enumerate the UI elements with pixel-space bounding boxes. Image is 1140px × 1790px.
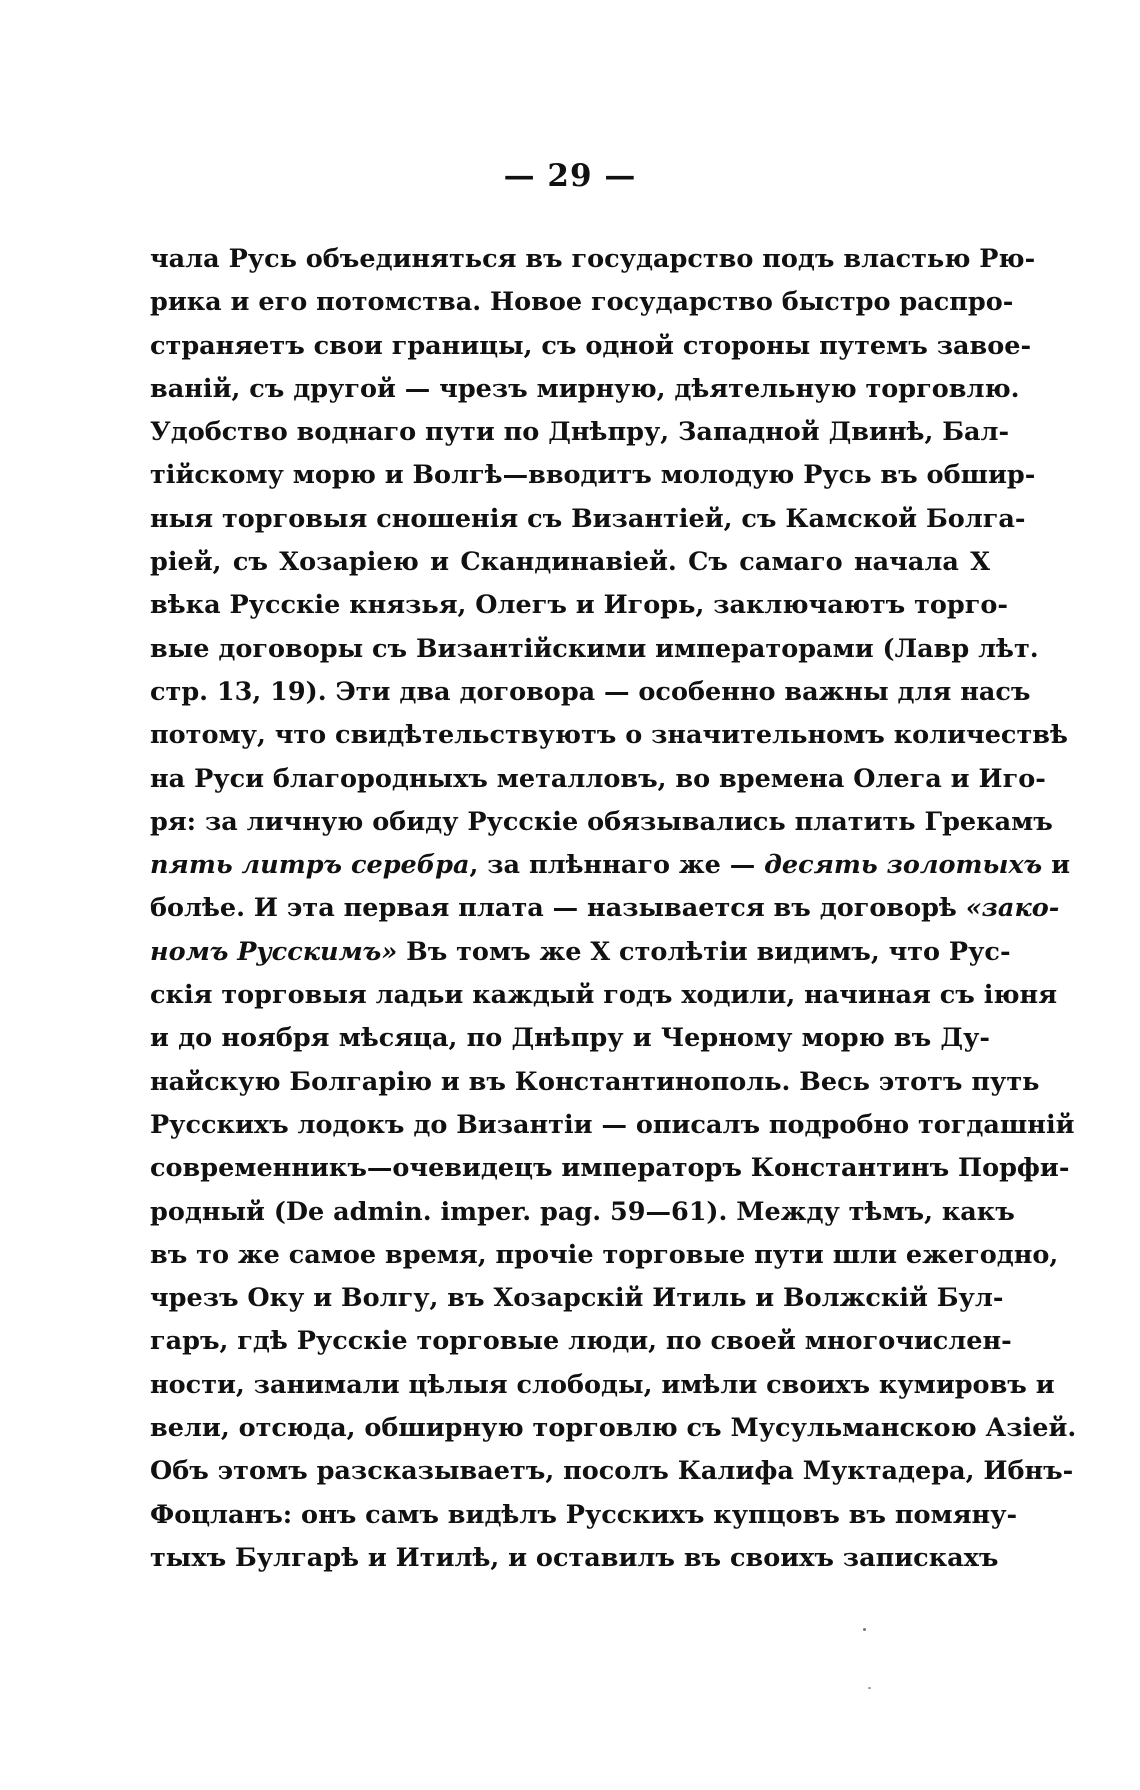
- print-speck: [863, 1628, 866, 1631]
- text-line: найскую Болгарію и въ Константинополь. Весь этотъ путь: [150, 1066, 1040, 1097]
- text-line: ныя торговыя сношенія съ Византіей, съ Камской Болга-: [150, 503, 1026, 534]
- italic-phrase: номъ Русскимъ»: [150, 936, 398, 967]
- text-line: въ то же самое время, прочіе торговые пути шли ежегодно,: [150, 1239, 1059, 1270]
- text-segment: Въ томъ же X столѣтіи видимъ, что Рус-: [397, 936, 1011, 967]
- text-line: ріей, съ Хозаріею и Скандинавіей. Съ самаго начала X: [150, 547, 990, 578]
- text-line: страняетъ свои границы, съ одной стороны путемъ завое-: [150, 330, 1032, 361]
- body-text: [150, 238, 1077, 1580]
- text-line: Удобство воднаго пути по Днѣпру, Западной Двинѣ, Бал-: [150, 417, 1010, 448]
- print-speck: [868, 1687, 871, 1689]
- text-line: вѣка Русскіе князья, Олегъ и Игорь, заключаютъ торго-: [150, 590, 1008, 621]
- text-line: потому, что свидѣтельствуютъ о значительномъ количествѣ: [150, 720, 1068, 751]
- text-line: тыхъ Булгарѣ и Итилѣ, и оставилъ въ своихъ запискахъ: [150, 1542, 999, 1573]
- text-line: Фоцланъ: онъ самъ видѣлъ Русскихъ купцовъ въ помяну-: [150, 1499, 1018, 1530]
- text-line: на Руси благородныхъ металловъ, во времена Олега и Иго-: [150, 763, 1046, 794]
- text-line: современникъ—очевидецъ императоръ Константинъ Порфи-: [150, 1153, 1070, 1184]
- text-line: вые договоры съ Византійскими императорами (Лавр лѣт.: [150, 633, 1039, 664]
- text-line: и до ноября мѣсяца, по Днѣпру и Черному морю въ Ду-: [150, 1023, 990, 1054]
- text-line-mixed: [150, 931, 1011, 974]
- text-line: ности, занимали цѣлыя слободы, имѣли своихъ кумировъ и: [150, 1369, 1055, 1400]
- text-line: ваній, съ другой — чрезъ мирную, дѣятельную торговлю.: [150, 373, 1020, 404]
- text-line: стр. 13, 19). Эти два договора — особенно важны для насъ: [150, 676, 1031, 707]
- text-line: чала Русь объединяться въ государство подъ властью Рю-: [150, 244, 1036, 274]
- text-line: гаръ, гдѣ Русскіе торговые люди, по своей многочислен-: [150, 1326, 1012, 1357]
- page-number: — 29 —: [503, 158, 637, 194]
- text-line-mixed: [150, 844, 1071, 887]
- text-line: родный (De admin. imper. pag. 59—61). Между тѣмъ, какъ: [150, 1196, 1015, 1227]
- text-line: Объ этомъ разсказываетъ, посолъ Калифа Муктадера, Ибнъ-: [150, 1456, 1074, 1487]
- text-line: чрезъ Оку и Волгу, въ Хозарскій Итиль и Волжскій Бул-: [150, 1283, 1004, 1314]
- text-segment: болѣе. И эта первая плата — называется въ договорѣ: [150, 893, 966, 924]
- text-line: скія торговыя ладьи каждый годъ ходили, начиная съ іюня: [150, 980, 1058, 1011]
- text-line: ря: за личную обиду Русскіе обязывались платить Грекамъ: [150, 806, 1053, 837]
- text-line-mixed: [150, 887, 1060, 930]
- text-line: вели, отсюда, обширную торговлю съ Мусульманскою Азіей.: [150, 1413, 1077, 1444]
- text-segment: , за плѣннаго же —: [469, 850, 765, 881]
- text-line: рика и его потомства. Новое государство быстро распро-: [150, 287, 1014, 318]
- italic-phrase: «зако-: [965, 893, 1060, 924]
- italic-phrase: пять литръ серебра: [150, 850, 470, 881]
- text-line: Русскихъ лодокъ до Византіи — описалъ подробно тогдашній: [150, 1109, 1075, 1140]
- italic-phrase: десять золотыхъ: [764, 850, 1043, 881]
- text-segment: и: [1042, 850, 1071, 881]
- text-line: тійскому морю и Волгѣ—вводитъ молодую Русь въ обшир-: [150, 460, 1036, 491]
